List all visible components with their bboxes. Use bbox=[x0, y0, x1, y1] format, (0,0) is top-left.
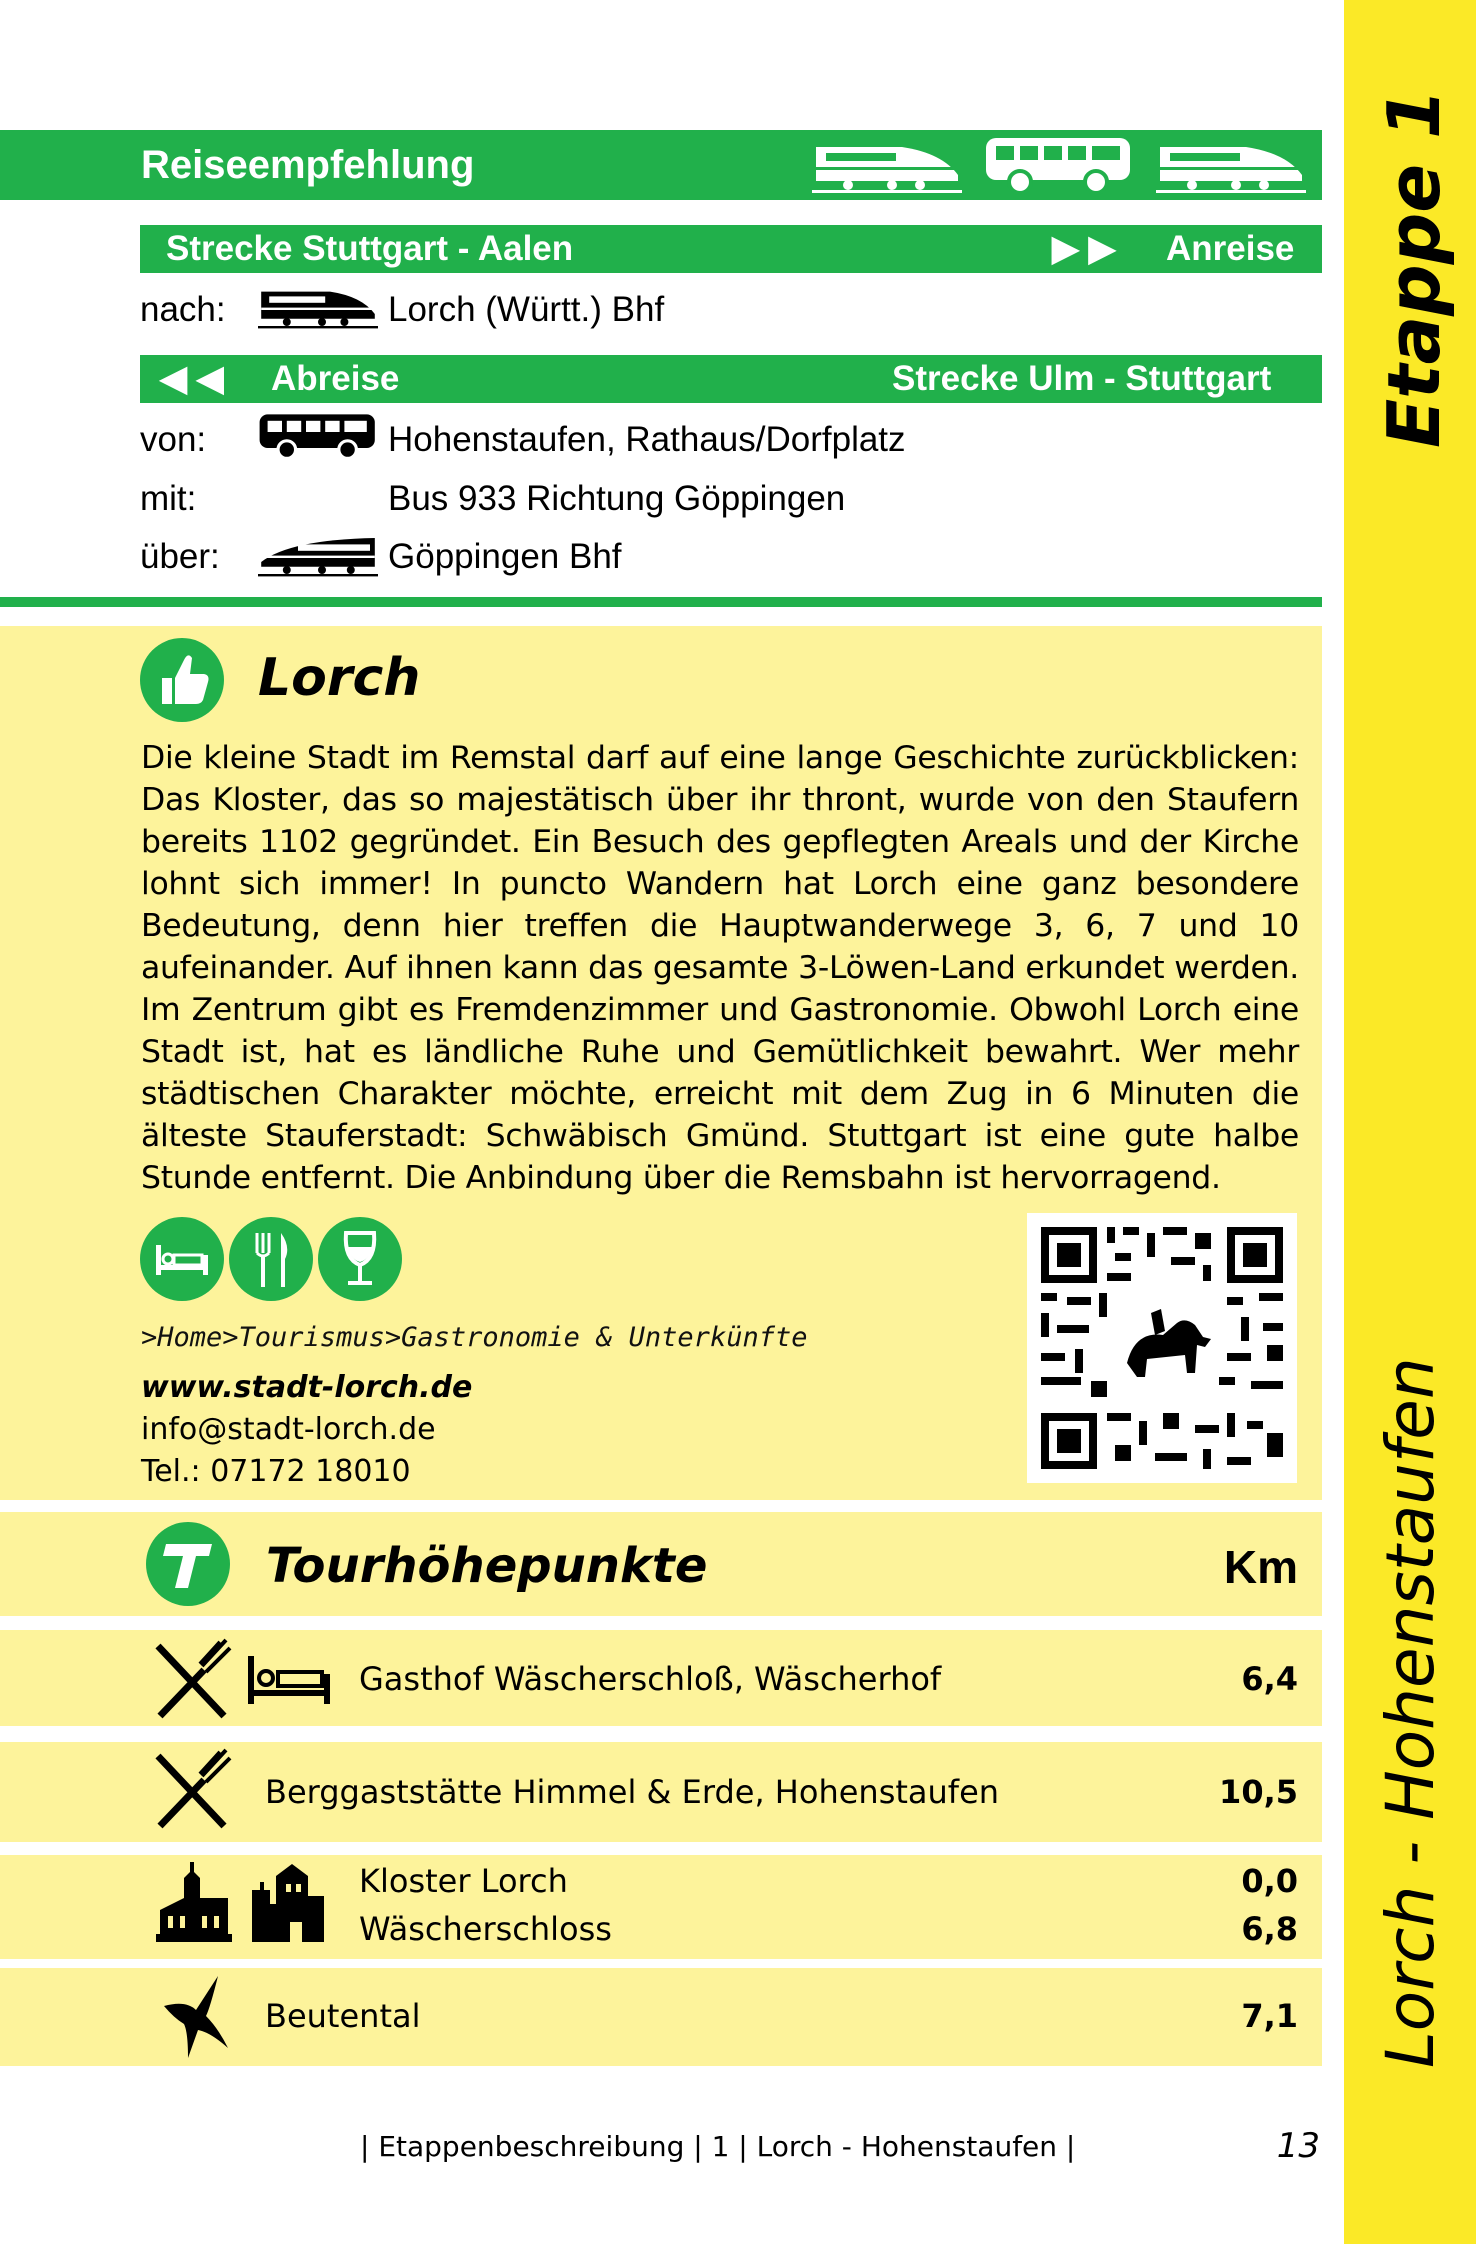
qr-code bbox=[1027, 1213, 1297, 1483]
highlight-km: 6,8 bbox=[1241, 1910, 1298, 1948]
website-link[interactable]: www.stadt-lorch.de bbox=[141, 1370, 473, 1405]
page-number: 13 bbox=[1276, 2126, 1320, 2166]
email-link[interactable]: info@stadt-lorch.de bbox=[141, 1412, 436, 1447]
mit-label: mit: bbox=[140, 479, 197, 518]
von-value: Hohenstaufen, Rathaus/Dorfplatz bbox=[388, 420, 906, 459]
sidebar-route: Lorch - Hohenstaufen bbox=[1372, 1357, 1449, 2068]
highlight-km: 6,4 bbox=[1241, 1660, 1298, 1698]
lorch-description: Die kleine Stadt im Remstal darf auf eine lange Geschichte zurückblicken: Das Kloster, das so majestätisch über ihr thront, wurde von den Staufern bereits 1102 gegründet. Ein Besuch des gepflegten Areals und der Kirche lohnt sich immer! In puncto Wandern hat Lorch eine ganz besondere Bedeutung, denn hier treffen die Hauptwanderwege 3, 6, 7 und 10 aufeinander. Auf ihnen kann das gesamte 3-Löwen-Land erkundet werden. Im Zentrum gibt es Fremdenzimmer und Gastronomie. Obwohl Lorch eine Stadt ist, hat es ländliche Ruhe und Gemütlichkeit bewahrt. Wer mehr städtischen Charakter möchte, erreicht mit dem Zug in 6 Minuten die älteste Stauferstadt: Schwäbisch Gmünd. Stuttgart ist eine gute halbe Stunde entfernt. Die Anbindung über die Remsbahn ist hervorragend. bbox=[141, 740, 1299, 1196]
highlight-name: Berggaststätte Himmel & Erde, Hohenstaufen bbox=[265, 1773, 1000, 1811]
phone-number: Tel.: 07172 18010 bbox=[141, 1454, 411, 1489]
highlight-name: Beutental bbox=[265, 1997, 421, 2035]
train-icon bbox=[1156, 135, 1306, 195]
highlights-title: Tourhöhepunkte bbox=[266, 1538, 708, 1594]
abreise-strecke: Strecke Ulm - Stuttgart bbox=[892, 359, 1272, 398]
cutlery-icon bbox=[229, 1217, 313, 1301]
highlight-km: 7,1 bbox=[1241, 1997, 1298, 2035]
km-header: Km bbox=[1223, 1541, 1298, 1593]
train-icon bbox=[258, 528, 378, 580]
sidebar bbox=[1344, 0, 1476, 2244]
thumbs-up-icon bbox=[140, 638, 224, 722]
highlight-name: Wäscherschloss bbox=[359, 1910, 612, 1948]
ueber-value: Göppingen Bhf bbox=[388, 537, 622, 576]
separator-line bbox=[0, 597, 1322, 607]
bed-icon bbox=[246, 1654, 332, 1706]
highlight-km: 0,0 bbox=[1241, 1862, 1298, 1900]
bus-icon bbox=[984, 134, 1134, 196]
restaurant-icon bbox=[150, 1748, 236, 1832]
footer-breadcrumb: | Etappenbeschreibung | 1 | Lorch - Hohenstaufen | bbox=[360, 2130, 1076, 2163]
highlight-name: Gasthof Wäscherschloß, Wäscherhof bbox=[359, 1660, 942, 1698]
abreise-band bbox=[140, 355, 1322, 403]
train-icon bbox=[812, 135, 962, 195]
wine-glass-icon bbox=[318, 1217, 402, 1301]
nach-value: Lorch (Württ.) Bhf bbox=[388, 290, 665, 329]
anreise-label: Anreise bbox=[1166, 229, 1295, 268]
bus-icon bbox=[258, 410, 378, 462]
anreise-strecke: Strecke Stuttgart - Aalen bbox=[166, 229, 574, 268]
highlight-name: Kloster Lorch bbox=[359, 1862, 568, 1900]
sidebar-etappe: Etappe 1 bbox=[1372, 88, 1456, 448]
forward-arrows-icon: ▶ ▶ bbox=[1052, 229, 1116, 268]
tour-t-icon bbox=[146, 1522, 230, 1606]
bed-icon bbox=[140, 1217, 224, 1301]
von-label: von: bbox=[140, 420, 207, 459]
anreise-band bbox=[140, 225, 1322, 273]
bird-icon bbox=[158, 1970, 230, 2060]
castle-icon bbox=[248, 1860, 328, 1944]
ueber-label: über: bbox=[140, 537, 220, 576]
train-icon bbox=[258, 280, 378, 332]
back-arrows-icon: ◀ ◀ bbox=[160, 359, 224, 398]
highlight-km: 10,5 bbox=[1219, 1773, 1298, 1811]
abreise-label: Abreise bbox=[271, 359, 400, 398]
restaurant-icon bbox=[150, 1638, 236, 1722]
nach-label: nach: bbox=[140, 290, 226, 329]
church-icon bbox=[156, 1860, 232, 1944]
reise-title: Reiseempfehlung bbox=[141, 143, 475, 187]
mit-value: Bus 933 Richtung Göppingen bbox=[388, 479, 846, 518]
website-path: >Home>Tourismus>Gastronomie & Unterkünfte bbox=[141, 1322, 808, 1353]
lorch-title: Lorch bbox=[258, 648, 421, 708]
